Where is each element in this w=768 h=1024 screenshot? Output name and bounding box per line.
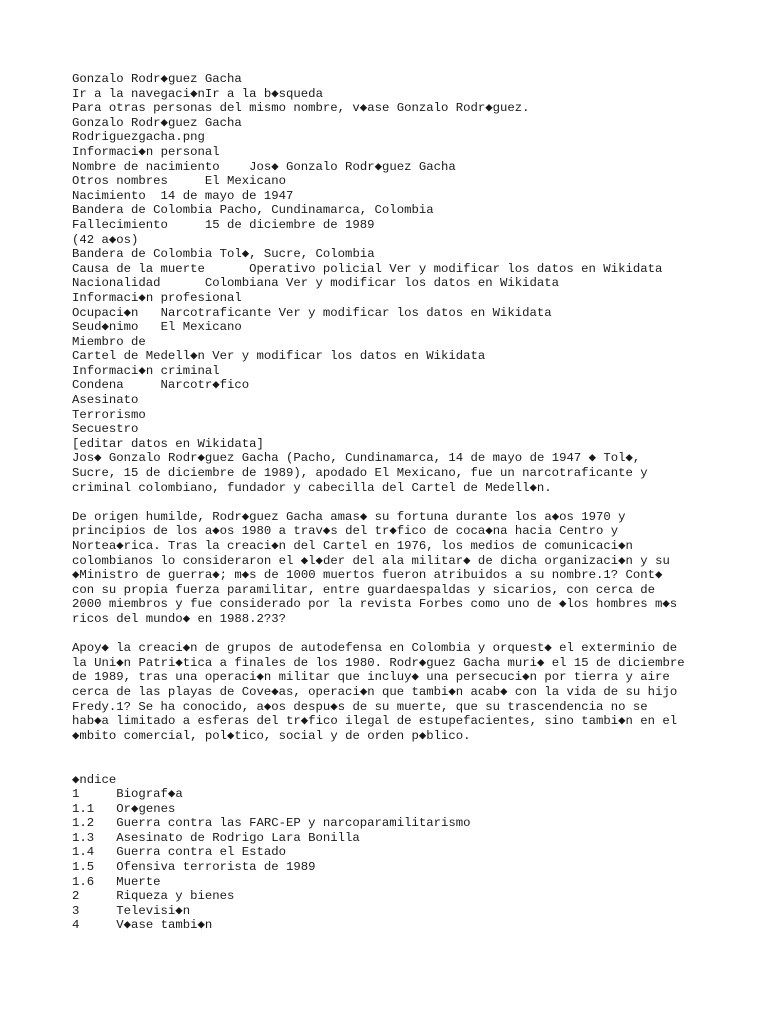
infobox-row-charge-murder: Asesinato bbox=[72, 393, 139, 408]
document-page bbox=[72, 72, 712, 933]
legacy-paragraph: Apoy◆ la creaci◆n de grupos de autodefensa en Colombia y orquest◆ el exterminio de la Uni◆n Patri◆tica a finales de los 1980. Rodr◆guez Gacha muri◆ el 15 de diciembre de 1989, tras una operaci◆n militar que incluy◆ una persecuci◆n por tierra y aire cerca de las playas de Cove◆as, operaci◆n que tambi◆n acab◆ con la vida de su hijo Fredy.1? Se ha conocido, a◆os despu◆s de su muerte, que su trascendencia no se hab◆a limitado a esferas del tr◆fico ilegal de estupefacientes, sino tambi◆n en el ◆mbito comercial, pol◆tico, social y de orden p◆blico. bbox=[72, 641, 685, 743]
infobox-title: Gonzalo Rodr◆guez Gacha bbox=[72, 115, 242, 130]
toc-item: 1.2 Guerra contra las FARC-EP y narcoparamilitarismo bbox=[72, 816, 471, 831]
infobox-row-death-place: Bandera de Colombia Tol◆, Sucre, Colombia bbox=[72, 247, 375, 262]
header-block bbox=[72, 72, 712, 451]
infobox-row-alias: Seud◆nimo El Mexicano bbox=[72, 320, 242, 335]
toc-item: 1 Biograf◆a bbox=[72, 787, 183, 802]
infobox-row-birth-name: Nombre de nacimiento Jos◆ Gonzalo Rodr◆guez Gacha bbox=[72, 159, 456, 174]
toc-title: ◆ndice bbox=[72, 772, 117, 787]
toc-item: 3 Televisi◆n bbox=[72, 903, 191, 918]
infobox-row-nationality: Nacionalidad Colombiana Ver y modificar los datos en Wikidata bbox=[72, 276, 560, 291]
disambiguation-note: Para otras personas del mismo nombre, v◆ase Gonzalo Rodr◆guez. bbox=[72, 101, 530, 116]
infobox-section-criminal: Informaci◆n criminal bbox=[72, 363, 220, 378]
infobox-row-member-of: Miembro de bbox=[72, 334, 146, 349]
infobox-row-cause-of-death: Causa de la muerte Operativo policial Ver y modificar los datos en Wikidata bbox=[72, 261, 663, 276]
infobox-row-occupation: Ocupaci◆n Narcotraficante Ver y modificar los datos en Wikidata bbox=[72, 305, 552, 320]
intro-paragraph: Jos◆ Gonzalo Rodr◆guez Gacha (Pacho, Cundinamarca, 14 de mayo de 1947 ◆ Tol◆, Sucre, 15 de diciembre de 1989), apodado El Mexicano, fue un narcotraficante y criminal colombiano, fundador y cabecilla del Cartel de Medell◆n. bbox=[72, 451, 648, 495]
toc-item: 1.3 Asesinato de Rodrigo Lara Bonilla bbox=[72, 830, 360, 845]
toc-item: 2 Riqueza y bienes bbox=[72, 889, 235, 904]
toc-item: 4 V◆ase tambi◆n bbox=[72, 918, 213, 933]
infobox-row-other-names: Otros nombres El Mexicano bbox=[72, 174, 287, 189]
paragraph-spacer bbox=[72, 627, 712, 642]
infobox-row-charge-terrorism: Terrorismo bbox=[72, 407, 146, 422]
navigation-skip-links: Ir a la navegaci◆nIr a la b◆squeda bbox=[72, 86, 323, 101]
infobox-row-age: (42 a◆os) bbox=[72, 232, 139, 247]
toc-item: 1.4 Guerra contra el Estado bbox=[72, 845, 287, 860]
infobox-row-cartel: Cartel de Medell◆n Ver y modificar los datos en Wikidata bbox=[72, 349, 486, 364]
infobox-image-filename: Rodriguezgacha.png bbox=[72, 130, 205, 145]
article-title: Gonzalo Rodr◆guez Gacha bbox=[72, 72, 242, 86]
toc-item: 1.6 Muerte bbox=[72, 874, 161, 889]
infobox-section-personal: Informaci◆n personal bbox=[72, 144, 220, 159]
background-paragraph: De origen humilde, Rodr◆guez Gacha amas◆ su fortuna durante los a◆os 1970 y principios de los a◆os 1980 a trav◆s del tr◆fico de coca◆na hacia Centro y Nortea◆rica. Tras la creaci◆n del Cartel en 1976, los medios de comunicaci◆n colombianos lo consideraron el ◆l◆der del ala militar◆ de dicha organizaci◆n y su ◆Ministro de guerra◆; m◆s de 1000 muertos fueron atribuidos a su nombre.1? Cont◆ con su propia fuerza paramilitar, entre guardaespaldas y sicarios, con cerca de 2000 miembros y fue considerado por la revista Forbes como uno de ◆los hombres m◆s ricos del mundo◆ en 1988.2?3? bbox=[72, 509, 678, 626]
toc-item: 1.5 Ofensiva terrorista de 1989 bbox=[72, 860, 316, 875]
infobox-row-birth: Nacimiento 14 de mayo de 1947 bbox=[72, 188, 294, 203]
paragraph-spacer bbox=[72, 495, 712, 510]
section-spacer bbox=[72, 743, 712, 772]
infobox-row-charge-kidnapping: Secuestro bbox=[72, 422, 139, 437]
toc-item: 1.1 Or◆genes bbox=[72, 801, 176, 816]
edit-wikidata-link: [editar datos en Wikidata] bbox=[72, 436, 264, 451]
infobox-section-professional: Informaci◆n profesional bbox=[72, 290, 242, 305]
infobox-row-birth-place: Bandera de Colombia Pacho, Cundinamarca, Colombia bbox=[72, 203, 434, 218]
table-of-contents bbox=[72, 773, 712, 934]
infobox-row-death: Fallecimiento 15 de diciembre de 1989 bbox=[72, 217, 375, 232]
infobox-row-conviction: Condena Narcotr◆fico bbox=[72, 378, 250, 393]
